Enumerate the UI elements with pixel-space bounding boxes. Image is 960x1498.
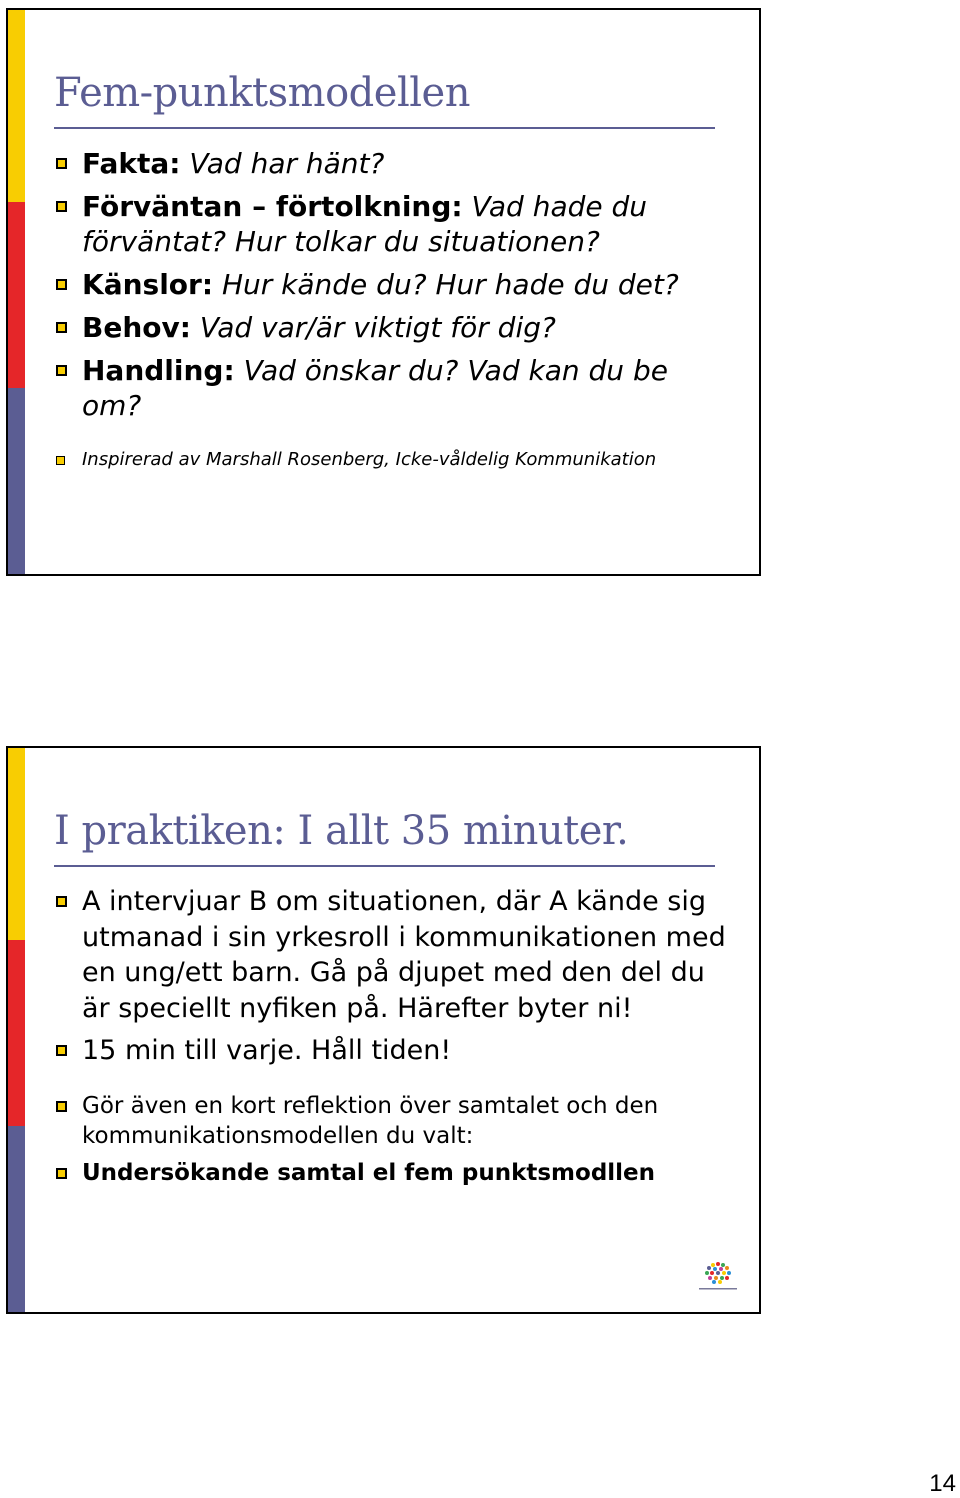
- slide-1: [6, 8, 761, 576]
- organization-logo: [693, 1254, 743, 1294]
- bullet-square-icon: [56, 1045, 67, 1056]
- slide-color-stripe: [8, 10, 25, 574]
- bullet-square-icon: [56, 201, 67, 212]
- list-item: A intervjuar B om situationen, där A kände sig utmanad i sin yrkesroll i kommunikationen med en ung/ett barn. Gå på djupet med den del du är speciellt nyfiken på. Härefter byter ni!: [54, 884, 734, 1026]
- list-item: Förväntan – förtolkning: Vad hade du förväntat? Hur tolkar du situationen?: [54, 189, 734, 259]
- bullet-square-icon: [56, 365, 67, 376]
- slide-title: Fem-punktsmodellen: [54, 70, 470, 116]
- slide-color-stripe: [8, 748, 25, 1312]
- list-item: 15 min till varje. Håll tiden!: [54, 1033, 734, 1069]
- bullet-square-icon: [56, 279, 67, 290]
- source-note: Inspirerad av Marshall Rosenberg, Icke-våldelig Kommunikation: [54, 449, 734, 471]
- list-item: Undersökande samtal el fem punktsmodllen: [54, 1158, 734, 1188]
- bullet-square-icon: [56, 1101, 67, 1112]
- list-item: Behov: Vad var/är viktigt för dig?: [54, 310, 734, 345]
- bullet-square-icon: [56, 896, 67, 907]
- bullet-square-icon: [56, 456, 65, 465]
- bullet-list: [54, 884, 734, 1195]
- slide-title: I praktiken: I allt 35 minuter.: [54, 808, 629, 854]
- bullet-square-icon: [56, 322, 67, 333]
- list-item: Fakta: Vad har hänt?: [54, 146, 734, 181]
- bullet-list: [54, 146, 734, 479]
- title-divider: [54, 127, 715, 129]
- bullet-square-icon: [56, 158, 67, 169]
- list-item: Handling: Vad önskar du? Vad kan du be om?: [54, 353, 734, 423]
- page-number: 14: [929, 1470, 956, 1497]
- list-item: Känslor: Hur kände du? Hur hade du det?: [54, 267, 734, 302]
- title-divider: [54, 865, 715, 867]
- slide-2: [6, 746, 761, 1314]
- bullet-square-icon: [56, 1168, 67, 1179]
- list-item: Gör även en kort reflektion över samtalet och den kommunikationsmodellen du valt:: [54, 1091, 734, 1151]
